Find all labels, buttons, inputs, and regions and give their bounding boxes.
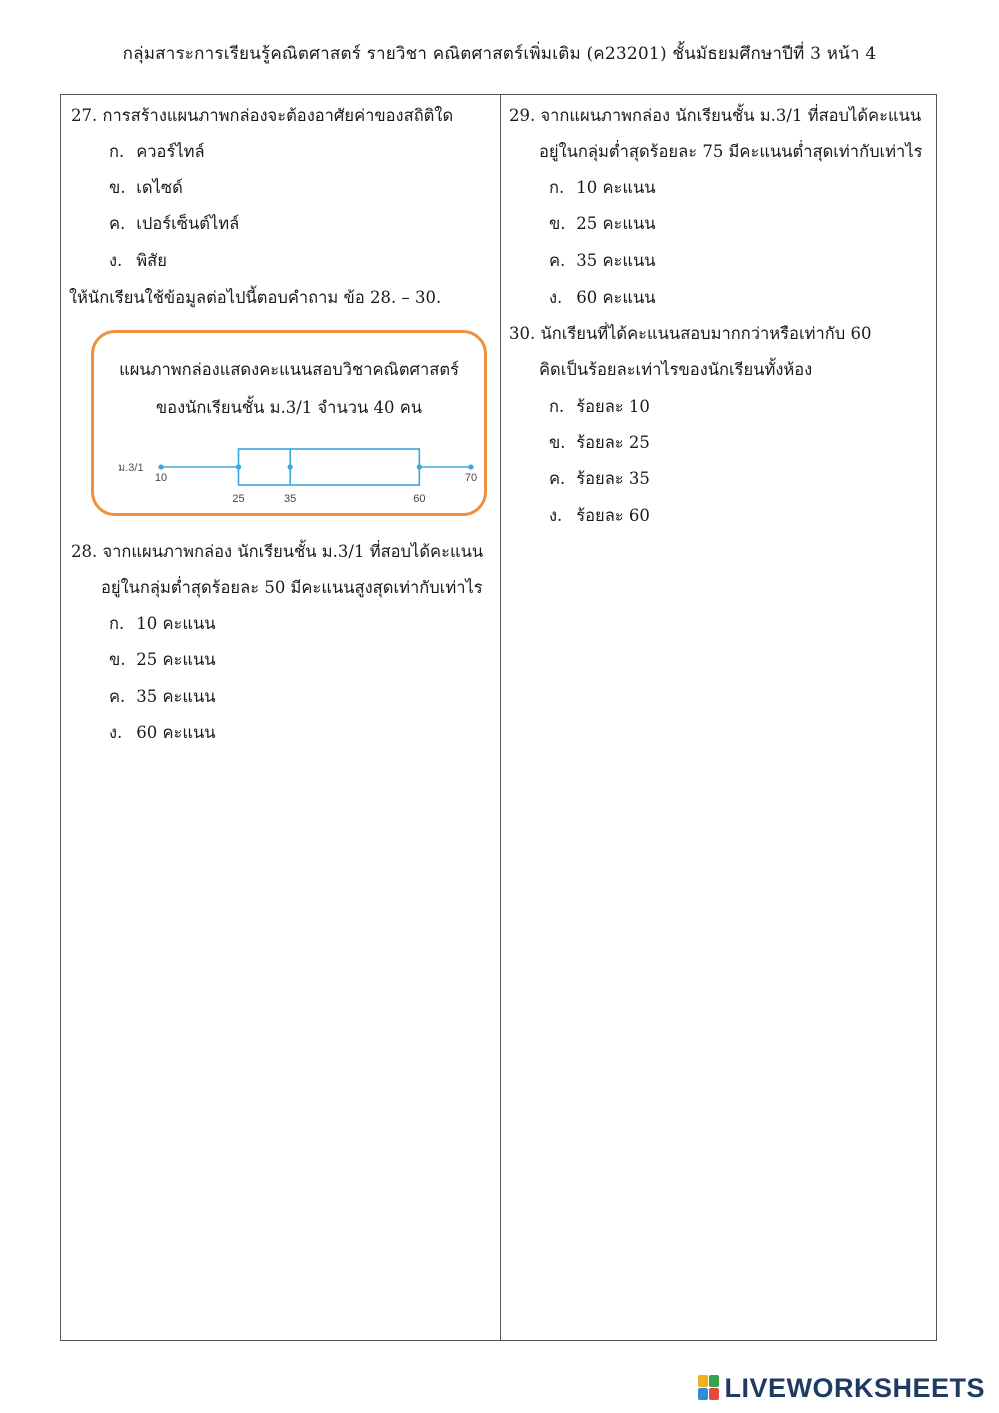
point-q3 — [417, 464, 422, 469]
question-28 — [71, 539, 483, 565]
boxplot-chart — [94, 333, 484, 513]
q30-option-c[interactable]: ค. ร้อยละ 35 — [549, 469, 650, 488]
question-30 — [509, 321, 871, 347]
boxplot-title-line1: แผนภาพกล่องแสดงคะแนนสอบวิชาคณิตศาสตร์ — [119, 360, 459, 379]
point-min — [158, 464, 163, 469]
box-iqr — [239, 449, 420, 485]
q29-option-a[interactable]: ก. 10 คะแนน — [549, 178, 656, 197]
instruction-text: ให้นักเรียนใช้ข้อมูลต่อไปนี้ตอบคำถาม ข้อ 28. – 30. — [69, 288, 442, 307]
row-label: ม.3/1 — [118, 462, 144, 474]
question-text: การสร้างแผนภาพกล่องจะต้องอาศัยค่าของสถิติใด — [102, 106, 454, 125]
point-max — [468, 464, 473, 469]
q28-option-c[interactable]: ค. 35 คะแนน — [109, 687, 216, 706]
tick-label: 35 — [284, 493, 297, 505]
question-28-line2: อยู่ในกลุ่มต่ำสุดร้อยละ 50 มีคะแนนสูงสุดเท่ากับเท่าไร — [101, 578, 483, 597]
point-median — [288, 464, 293, 469]
q29-option-c[interactable]: ค. 35 คะแนน — [549, 251, 656, 270]
question-29-line2: อยู่ในกลุ่มต่ำสุดร้อยละ 75 มีคะแนนต่ำสุดเท่ากับเท่าไร — [539, 142, 923, 161]
tick-label: 60 — [413, 493, 426, 505]
question-number: 30. — [509, 324, 536, 343]
question-text-line1: นักเรียนที่ได้คะแนนสอบมากกว่าหรือเท่ากับ 60 — [540, 324, 872, 343]
question-29 — [509, 103, 921, 129]
q30-option-b[interactable]: ข. ร้อยละ 25 — [549, 433, 650, 452]
q30-option-a[interactable]: ก. ร้อยละ 10 — [549, 397, 650, 416]
q28-option-d[interactable]: ง. 60 คะแนน — [109, 723, 216, 742]
question-number: 27. — [71, 106, 98, 125]
question-text-line1: จากแผนภาพกล่อง นักเรียนชั้น ม.3/1 ที่สอบได้คะแนน — [102, 542, 484, 561]
column-divider — [500, 95, 501, 1340]
liveworksheets-logo-icon — [698, 1375, 720, 1401]
question-27 — [71, 103, 453, 129]
logo-text: LIVEWORKSHEETS — [724, 1372, 985, 1403]
tick-label: 10 — [154, 472, 168, 484]
q27-option-a[interactable]: ก. ควอร์ไทล์ — [109, 142, 205, 161]
q29-option-b[interactable]: ข. 25 คะแนน — [549, 214, 656, 233]
q28-option-a[interactable]: ก. 10 คะแนน — [109, 614, 216, 633]
point-q1 — [236, 464, 241, 469]
question-frame — [60, 94, 937, 1341]
question-number: 28. — [71, 542, 98, 561]
question-text-line1: จากแผนภาพกล่อง นักเรียนชั้น ม.3/1 ที่สอบได้คะแนน — [540, 106, 922, 125]
q27-option-d[interactable]: ง. พิสัย — [109, 251, 167, 270]
page-header: กลุ่มสาระการเรียนรู้คณิตศาสตร์ รายวิชา คณิตศาสตร์เพิ่มเติม (ค23201) ชั้นมัธยมศึกษาปีที่ 3 หน้า 4 — [122, 44, 877, 64]
boxplot-title-line2: ของนักเรียนชั้น ม.3/1 จำนวน 40 คน — [155, 398, 423, 417]
q30-option-d[interactable]: ง. ร้อยละ 60 — [549, 506, 650, 525]
q29-option-d[interactable]: ง. 60 คะแนน — [549, 288, 656, 307]
question-number: 29. — [509, 106, 536, 125]
liveworksheets-logo — [698, 1371, 985, 1405]
q27-option-c[interactable]: ค. เปอร์เซ็นต์ไทล์ — [109, 214, 240, 233]
q28-option-b[interactable]: ข. 25 คะแนน — [109, 650, 216, 669]
tick-label: 70 — [464, 472, 478, 484]
q27-option-b[interactable]: ข. เดไซด์ — [109, 178, 183, 197]
tick-label: 25 — [232, 493, 245, 505]
question-30-line2: คิดเป็นร้อยละเท่าไรของนักเรียนทั้งห้อง — [539, 360, 813, 379]
boxplot-callout — [91, 330, 487, 516]
